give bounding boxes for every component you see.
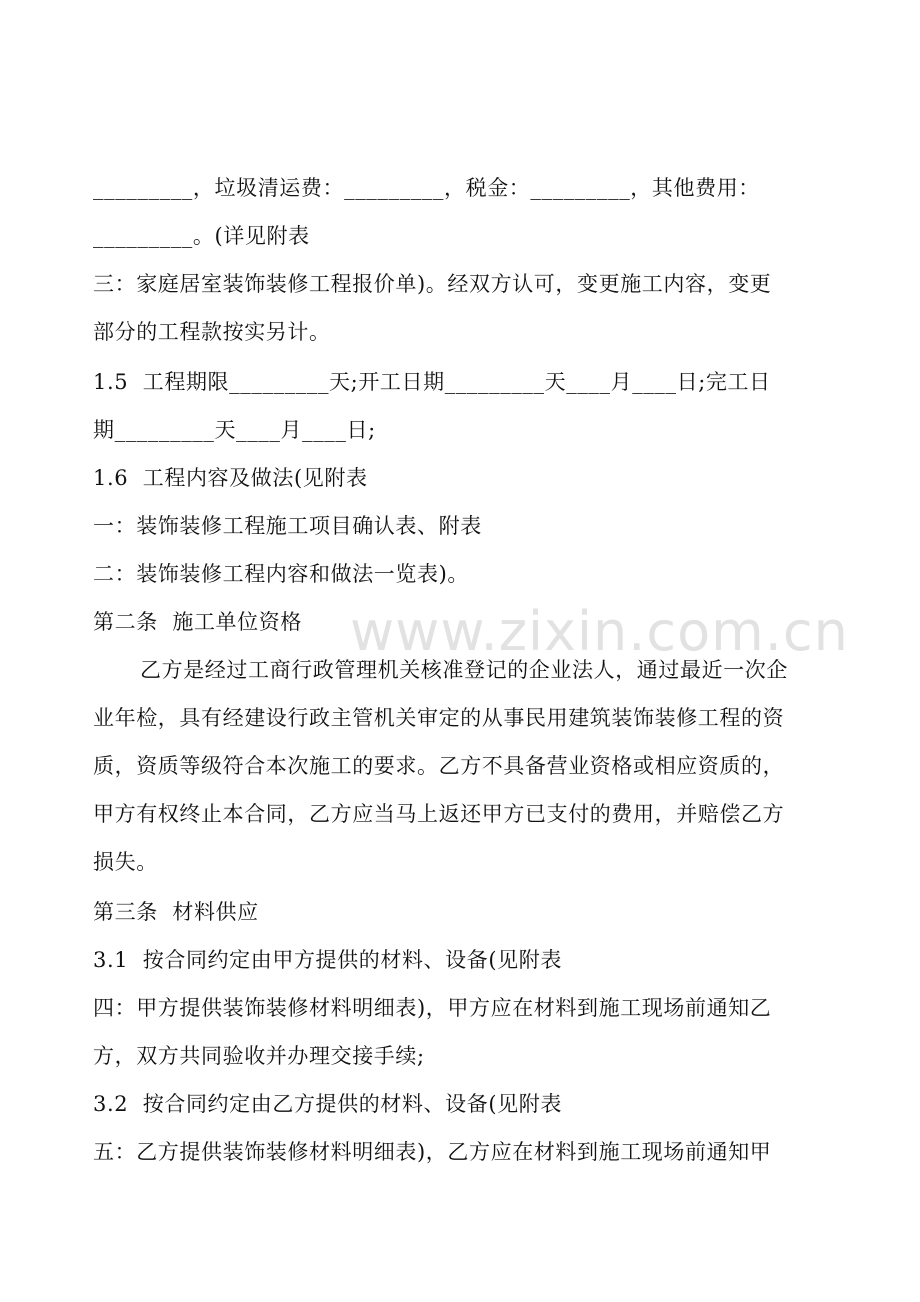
- text-line: 四：甲方提供装饰装修材料明细表)，甲方应在材料到施工现场前通知乙: [93, 996, 772, 1020]
- clause-1-6: 1.6 工程内容及做法(见附表: [93, 466, 368, 490]
- watermark: www.zixin.com.cn: [350, 600, 849, 663]
- text-line: 一：装饰装修工程施工项目确认表、附表: [93, 514, 482, 538]
- article-3-heading: 第三条 材料供应: [93, 900, 259, 924]
- text-line: 方，双方共同验收并办理交接手续;: [93, 1044, 425, 1068]
- clause-3-1: 3.1 按合同约定由甲方提供的材料、设备(见附表: [93, 948, 562, 972]
- text-line: 甲方有权终止本合同，乙方应当马上返还甲方已支付的费用，并赔偿乙方: [93, 802, 785, 826]
- text-line: 三：家庭居室装饰装修工程报价单)。经双方认可，变更施工内容，变更: [93, 272, 772, 296]
- text-line: 部分的工程款按实另计。: [93, 320, 331, 344]
- text-line: 业年检，具有经建设行政主管机关审定的从事民用建筑装饰装修工程的资: [93, 706, 785, 730]
- text-line: 损失。: [93, 850, 158, 874]
- clause-3-2: 3.2 按合同约定由乙方提供的材料、设备(见附表: [93, 1092, 562, 1116]
- text-line: 二：装饰装修工程内容和做法一览表)。: [93, 562, 469, 586]
- text-line: _________，垃圾清运费：_________，税金：_________，其他费用：: [93, 176, 760, 200]
- text-line: _________。(详见附表: [93, 224, 310, 248]
- text-line: 五：乙方提供装饰装修材料明细表)，乙方应在材料到施工现场前通知甲: [93, 1140, 772, 1164]
- clause-1-5: 1.5 工程期限_________天;开工日期_________天____月____日;完工日: [93, 370, 771, 394]
- paragraph-first-line: 乙方是经过工商行政管理机关核准登记的企业法人，通过最近一次企: [140, 658, 788, 682]
- text-line: 期_________天____月____日;: [93, 418, 376, 442]
- article-2-heading: 第二条 施工单位资格: [93, 610, 302, 634]
- text-line: 质，资质等级符合本次施工的要求。乙方不具备营业资格或相应资质的，: [93, 754, 785, 778]
